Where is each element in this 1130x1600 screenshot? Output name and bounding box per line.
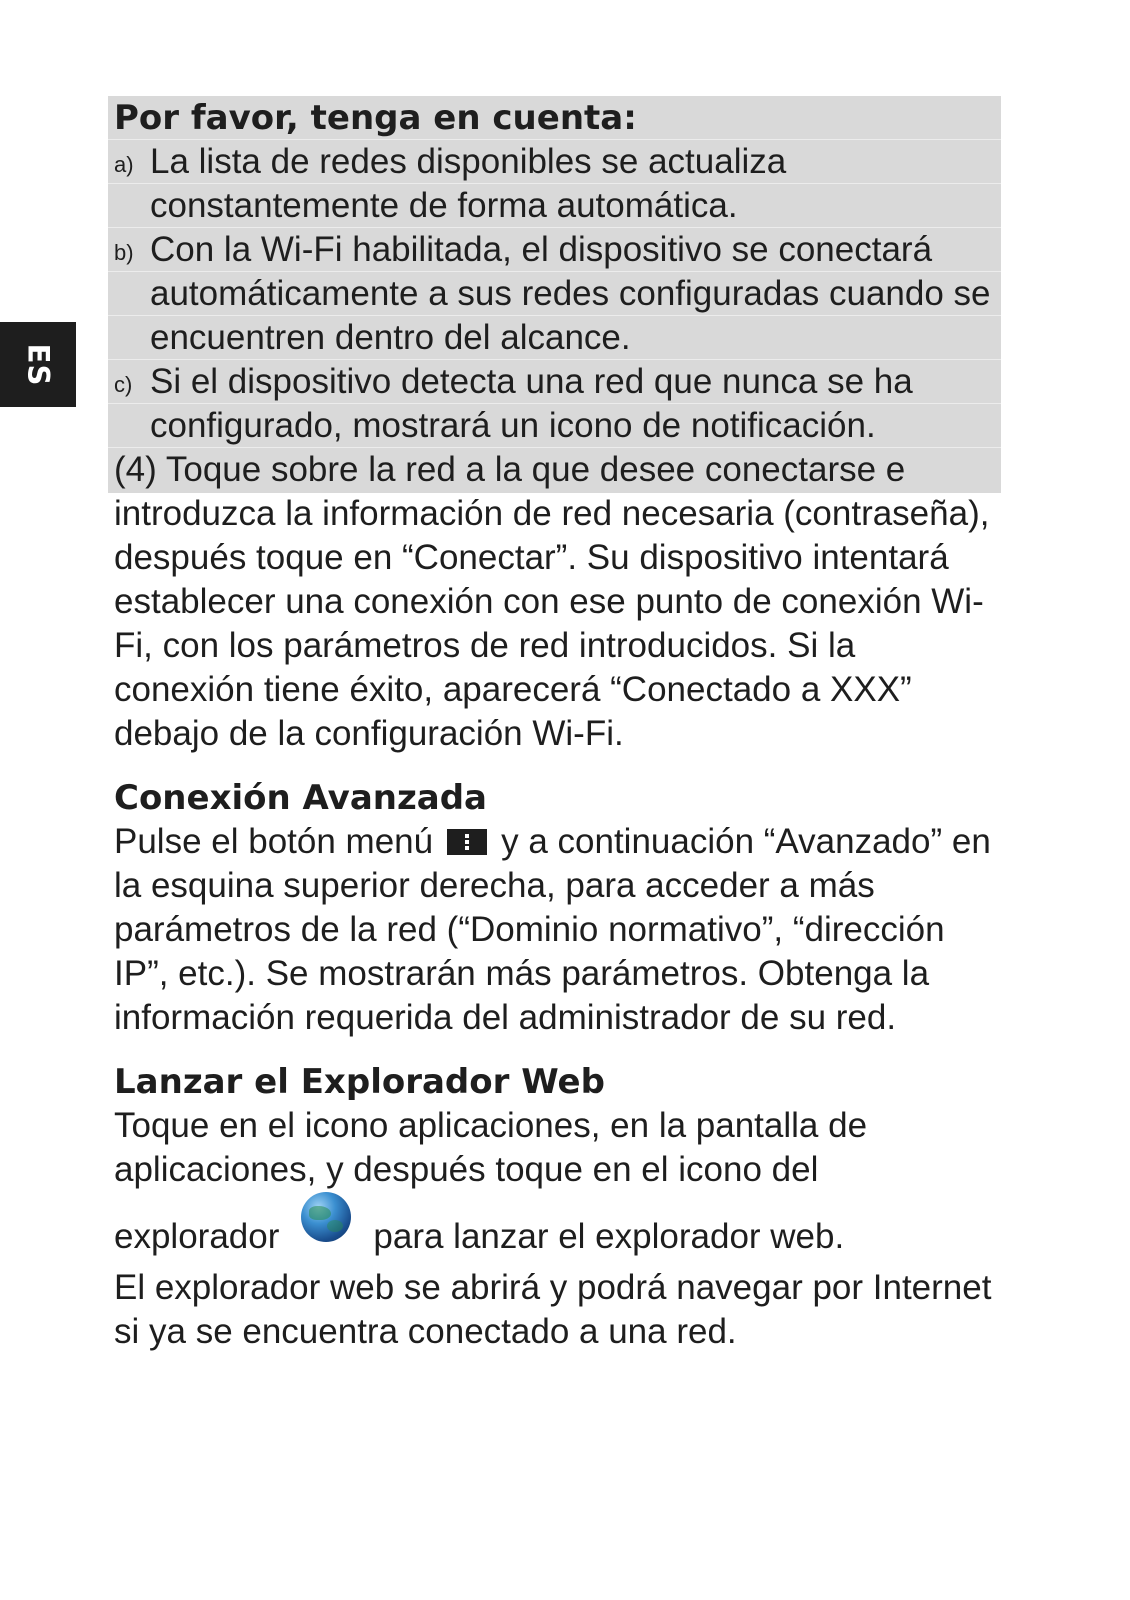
advanced-text-before-icon: Pulse el botón menú: [114, 822, 434, 861]
note-item-marker: a): [114, 152, 134, 177]
note-item-c: [114, 360, 1004, 448]
advanced-connection-paragraph: [114, 820, 1004, 1040]
browser-text-after-icon: para lanzar el explorador web.: [373, 1217, 845, 1256]
note-item-b: [114, 228, 1004, 360]
advanced-connection-heading: Conexión Avanzada: [114, 778, 487, 818]
browser-paragraph-end: El explorador web se abrirá y podrá navegar por Internet si ya se encuentra conectado a una red.: [114, 1268, 992, 1351]
advanced-text-after-icon: y a continuación “Avanzado” en la esquina superior derecha, para acceder a más parámetros de la red (“Dominio normativo”, “dirección IP”, etc.). Se mostrarán más parámetros. Obtenga la información requerida del administrador de su red.: [114, 822, 991, 1037]
browser-paragraph-line1: Toque en el icono aplicaciones, en la pantalla de aplicaciones, y después toque en el icono del: [114, 1106, 868, 1189]
browser-paragraph-icon-line: [114, 1192, 1004, 1266]
browser-text-before-icon: explorador: [114, 1217, 280, 1256]
menu-icon: [447, 829, 487, 855]
note-item-text: Si el dispositivo detecta una red que nunca se ha configurado, mostrará un icono de notificación.: [150, 362, 913, 445]
step-4-paragraph: (4) Toque sobre la red a la que desee conectarse e introduzca la información de red necesaria (contraseña), después toque en “Conectar”. Su dispositivo intentará establecer una conexión con ese punto de conexión Wi-Fi, con los parámetros de red introducidos. Si la conexión tiene éxito, aparecerá “Conectado a XXX” debajo de la configuración Wi-Fi.: [114, 450, 990, 753]
note-item-text: La lista de redes disponibles se actualiza constantemente de forma automática.: [150, 142, 787, 225]
note-item-text: Con la Wi-Fi habilitada, el dispositivo se conectará automáticamente a sus redes configuradas cuando se encuentren dentro del alcance.: [150, 230, 991, 357]
language-tab: [0, 322, 76, 407]
language-tab-label: ES: [20, 343, 55, 386]
page-content: [114, 96, 1004, 1354]
globe-icon: [301, 1192, 351, 1242]
note-item-a: [114, 140, 1004, 228]
note-title: Por favor, tenga en cuenta:: [114, 98, 637, 138]
note-item-marker: b): [114, 240, 134, 265]
note-item-marker: c): [114, 372, 133, 397]
browser-heading: Lanzar el Explorador Web: [114, 1062, 605, 1102]
